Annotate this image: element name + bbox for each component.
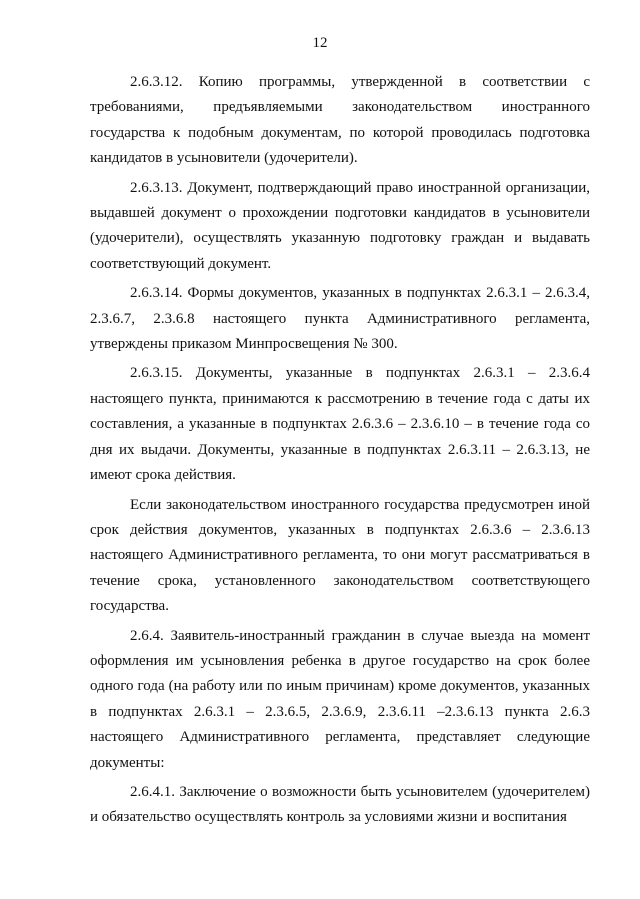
paragraph-2-6-4: 2.6.4. Заявитель-иностранный гражданин в случае выезда на момент оформления им усыновления ребенка в другое государство на срок более одного года (на работу или по иным причинам) кроме документов, указанных в подпунктах 2.6.3.1 – 2.3.6.5, 2.3.6.9, 2.3.6.11 –2.3.6.13 пункта 2.6.3 настоящего Административного регламента, представляет следующие документы:	[90, 627, 590, 771]
paragraph-2-6-3-15: 2.6.3.15. Документы, указанные в подпунктах 2.6.3.1 – 2.3.6.4 настоящего пункта, принимаются к рассмотрению в течение года с даты их составления, а указанные в подпунктах 2.6.3.6 – 2.3.6.10 – в течение года со дня их выдачи. Документы, указанные в подпунктах 2.6.3.11 – 2.6.3.13, не имеют срока действия.	[90, 365, 590, 484]
page-number: 12	[312, 35, 328, 51]
document-body	[90, 70, 590, 831]
paragraph-2-6-3-14: 2.6.3.14. Формы документов, указанных в подпунктах 2.6.3.1 – 2.6.3.4, 2.3.6.7, 2.3.6.8 настоящего пункта Административного регламента, утверждены приказом Минпросвещения № 300.	[90, 285, 590, 353]
paragraph-2-6-4-1: 2.6.4.1. Заключение о возможности быть усыновителем (удочерителем) и обязательство осуществлять контроль за условиями жизни и воспитания	[90, 783, 590, 826]
paragraph-2-6-3-13: 2.6.3.13. Документ, подтверждающий право иностранной организации, выдавшей документ о прохождении подготовки кандидатов в усыновители (удочерители), осуществлять указанную подготовку граждан и выдавать соответствующий документ.	[90, 179, 590, 272]
paragraph-foreign-law-validity: Если законодательством иностранного государства предусмотрен иной срок действия документов, указанных в подпунктах 2.6.3.6 – 2.3.6.13 настоящего Административного регламента, то они могут рассматриваться в течение срока, установленного законодательством соответствующего государства.	[90, 496, 590, 615]
paragraph-2-6-3-12: 2.6.3.12. Копию программы, утвержденной в соответствии с требованиями, предъявляемыми законодательством иностранного государства к подобным документам, по которой проводилась подготовка кандидатов в усыновители (удочерители).	[90, 74, 590, 167]
